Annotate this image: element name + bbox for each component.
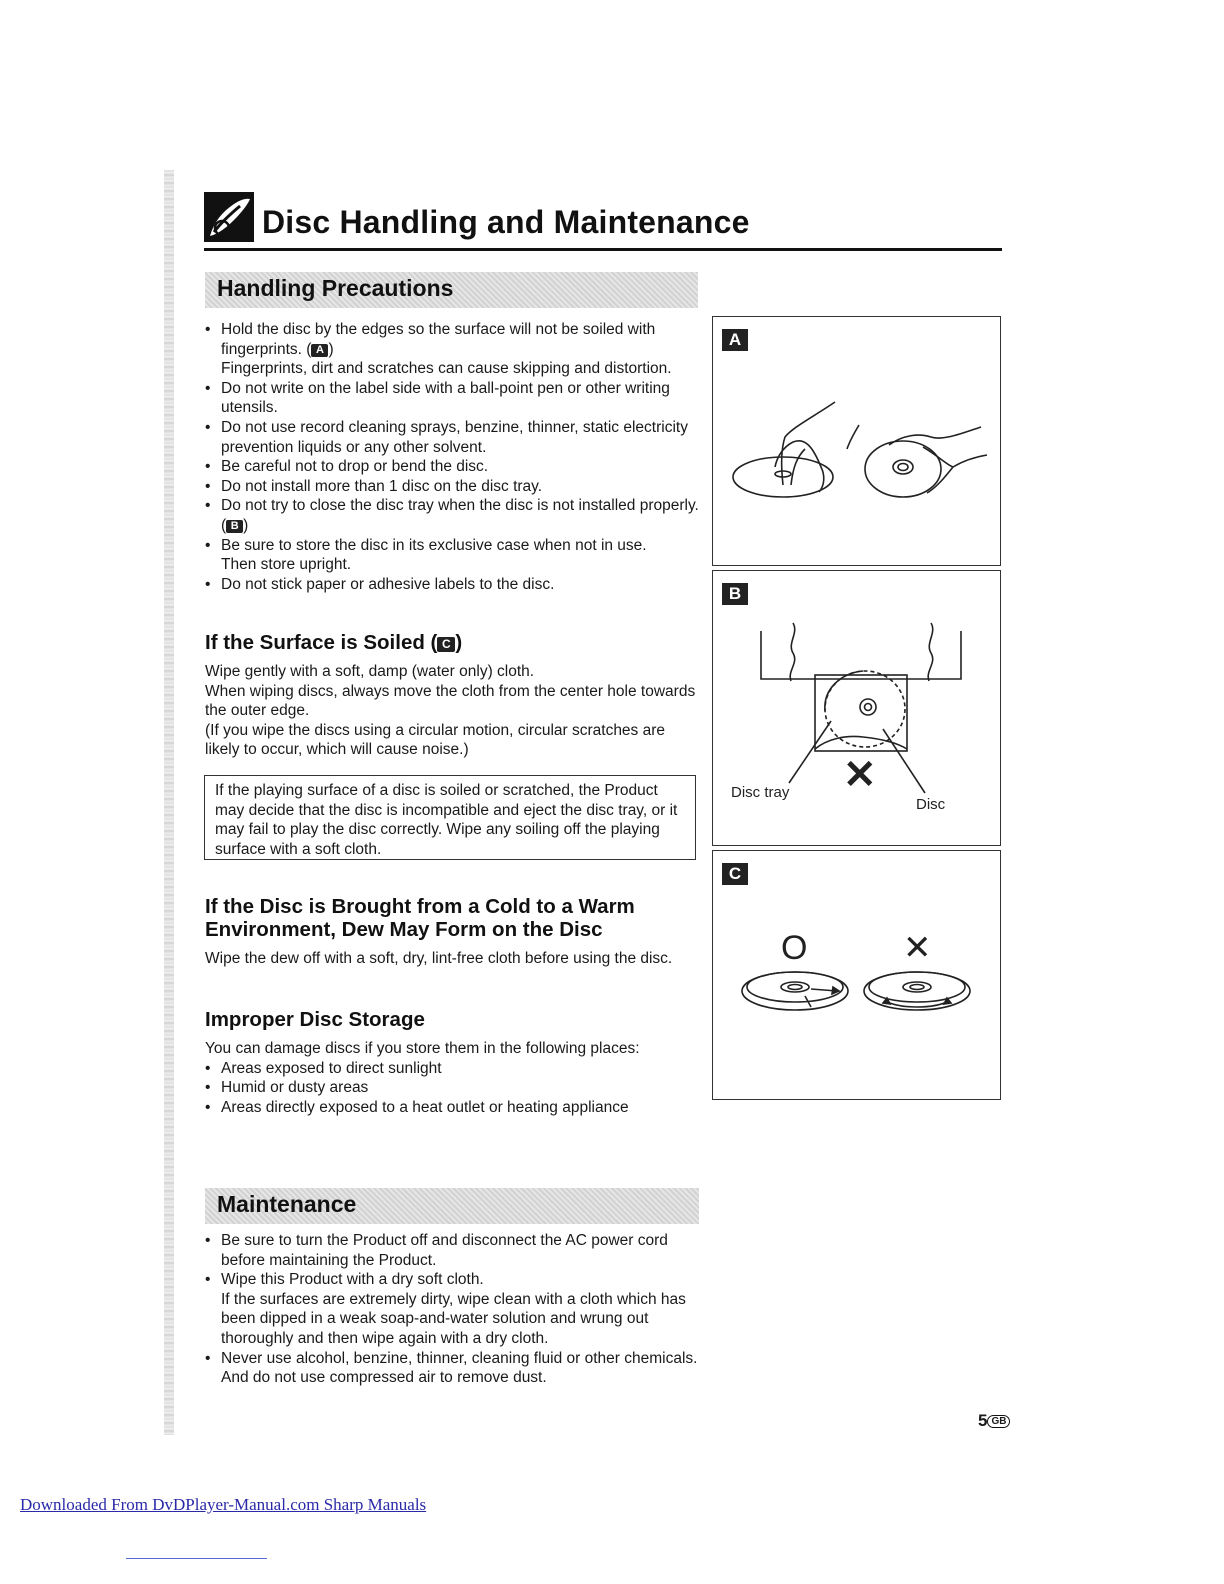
list-item: • Do not install more than 1 disc on the disc tray.: [205, 477, 705, 497]
list-item: • Do not try to close the disc tray when the disc is not installed properly. ( B ): [205, 496, 705, 535]
section-heading-handling: Handling Precautions: [217, 275, 454, 301]
section-heading-cold: If the Disc is Brought from a Cold to a Warm Environment, Dew May Form on the Disc: [205, 895, 635, 941]
list-item: • Be careful not to drop or bend the disc.: [205, 457, 705, 477]
section-heading-soiled: If the Surface is Soiled ( C ): [205, 631, 463, 654]
list-item: • Do not write on the label side with a ball-point pen or other writing utensils.: [205, 379, 705, 418]
wiping-direction-illustration: [713, 851, 1002, 1101]
figure-ref-badge: A: [311, 344, 328, 357]
figure-c: [712, 850, 1001, 1100]
section-cold: [205, 895, 700, 969]
incorrect-mark-icon: ✕: [903, 929, 932, 967]
title-row: [204, 190, 1002, 251]
cold-text: Wipe the dew off with a soft, dry, lint-free cloth before using the disc.: [205, 950, 673, 967]
list-item: • Areas directly exposed to a heat outlet or heating appliance: [205, 1098, 700, 1118]
list-item-detail: Fingerprints, dirt and scratches can cause skipping and distortion.: [221, 360, 672, 378]
disc-tray-illustration: [713, 571, 1002, 847]
note-box: If the playing surface of a disc is soiled or scratched, the Product may decide that the disc is incompatible and eject the disc tray, or it may fail to play the disc correctly. Wipe any soiling off the playing surface with a soft cloth.: [204, 775, 696, 860]
region-badge: GB: [987, 1415, 1010, 1428]
soiled-text-line: When wiping discs, always move the cloth from the center hole towards the outer edge.: [205, 682, 696, 720]
correct-mark-icon: O: [781, 929, 808, 967]
figure-label: C: [722, 863, 748, 885]
figure-a: [712, 316, 1001, 566]
section-band-maintenance: [205, 1188, 699, 1224]
figure-ref-badge: B: [226, 520, 243, 533]
soiled-text-line: (If you wipe the discs using a circular motion, circular scratches are likely to occur, which will cause noise.): [205, 721, 666, 759]
list-item: • Hold the disc by the edges so the surface will not be soiled with fingerprints. ( A ) Fingerprints, dirt and scratches can cause skipping and distortion.: [205, 320, 705, 379]
figure-label: B: [722, 583, 748, 605]
footer-divider: [126, 1558, 267, 1559]
disc-hand-icon: [204, 192, 254, 242]
figure-ref-badge: C: [437, 637, 455, 652]
list-item: • Do not stick paper or adhesive labels to the disc.: [205, 575, 705, 595]
soiled-text-line: Wipe gently with a soft, damp (water only) cloth.: [205, 663, 535, 680]
page-binding-edge: [164, 170, 174, 1435]
page-title: Disc Handling and Maintenance: [262, 204, 750, 240]
storage-intro: You can damage discs if you store them in the following places:: [205, 1040, 640, 1057]
incorrect-mark-icon: ✕: [843, 753, 877, 797]
list-item-detail: Then store upright.: [221, 556, 352, 574]
figure-label: A: [722, 329, 748, 351]
list-item: • Do not use record cleaning sprays, benzine, thinner, static electricity prevention liquids or any other solvent.: [205, 418, 705, 457]
figure-b: [712, 570, 1001, 846]
section-storage: [205, 1008, 700, 1117]
disc-label: Disc: [916, 796, 946, 813]
list-item: • Never use alcohol, benzine, thinner, cleaning fluid or other chemicals. And do not use compressed air to remove dust.: [205, 1349, 700, 1388]
list-item: • Humid or dusty areas: [205, 1078, 700, 1098]
list-item-detail: If the surfaces are extremely dirty, wipe clean with a cloth which has been dipped in a weak soap-and-water solution and wrung out thoroughly and then wipe again with a dry cloth.: [221, 1290, 686, 1347]
disc-handling-illustration: [713, 317, 1002, 567]
list-item: • Areas exposed to direct sunlight: [205, 1059, 700, 1079]
handling-list: [205, 320, 705, 594]
maintenance-list: [205, 1231, 700, 1388]
footer-link[interactable]: Downloaded From DvDPlayer-Manual.com Sharp Manuals: [20, 1495, 427, 1514]
disc-tray-label: Disc tray: [731, 784, 790, 801]
list-item: • Be sure to turn the Product off and disconnect the AC power cord before maintaining the Product.: [205, 1231, 700, 1270]
section-heading-maintenance: Maintenance: [217, 1191, 357, 1217]
page-number: 5 GB: [978, 1411, 1010, 1431]
section-soiled: [205, 631, 700, 760]
section-band-handling: [205, 272, 698, 308]
storage-list: [205, 1059, 700, 1118]
section-heading-storage: Improper Disc Storage: [205, 1008, 425, 1031]
list-item: • Be sure to store the disc in its exclusive case when not in use. Then store upright.: [205, 536, 705, 575]
list-item: • Wipe this Product with a dry soft cloth. If the surfaces are extremely dirty, wipe clean with a cloth which has been dipped in a weak soap-and-water solution and wrung out thoroughly and then wipe again with a dry cloth.: [205, 1270, 700, 1348]
